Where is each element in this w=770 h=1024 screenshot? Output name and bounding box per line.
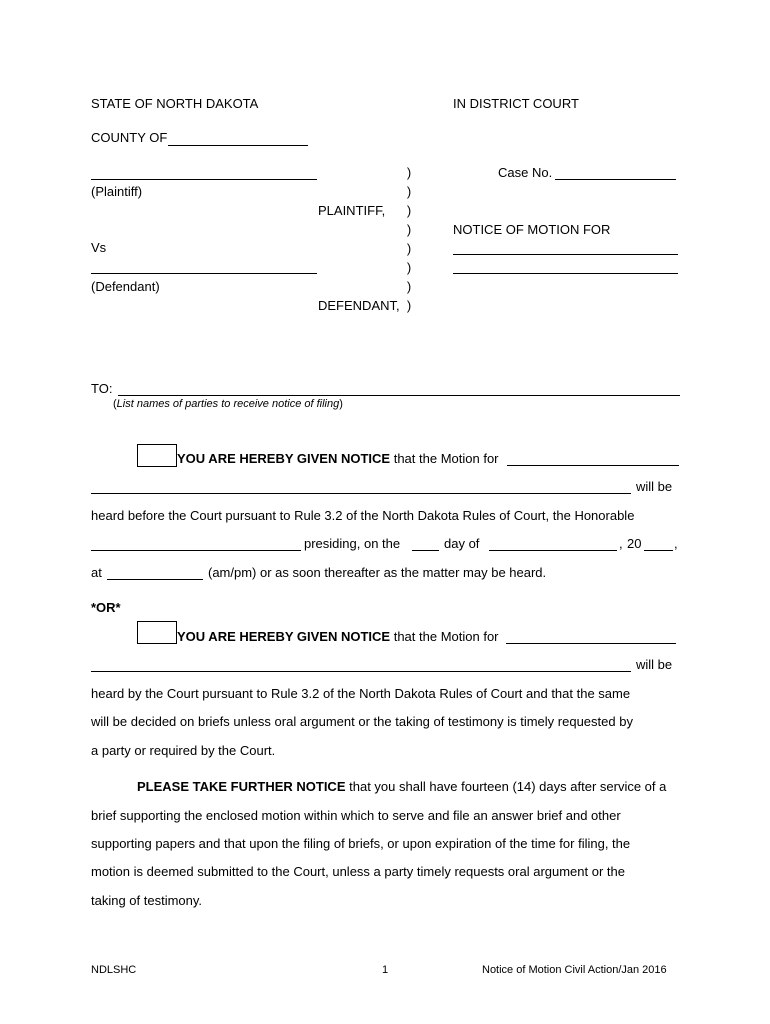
caption-paren: ) (406, 279, 412, 294)
option1-text-line: heard before the Court pursuant to Rule 3.2 of the North Dakota Rules of Court, the Honorable (91, 508, 635, 523)
option2-motion-line-2[interactable] (91, 671, 631, 672)
to-label: TO: (91, 381, 113, 396)
footer-form-id: Notice of Motion Civil Action/Jan 2016 (482, 964, 667, 976)
ampm-text: (am/pm) or as soon thereafter as the matter may be heard. (208, 565, 547, 580)
judge-name-line[interactable] (91, 550, 301, 551)
option1-motion-line-2[interactable] (91, 493, 631, 494)
at-text: at (91, 565, 102, 580)
case-number-line[interactable] (555, 179, 676, 180)
day-of-text: day of (444, 536, 480, 551)
parties-line[interactable] (118, 395, 680, 396)
further-notice-line: brief supporting the enclosed motion within which to serve and file an answer brief and other (91, 808, 621, 823)
option2-will-be: will be (636, 657, 673, 672)
motion-title-line-1[interactable] (453, 254, 678, 255)
option2-lead: YOU ARE HEREBY GIVEN NOTICE that the Motion for (177, 629, 499, 644)
defendant-name-line[interactable] (91, 273, 317, 274)
defendant-label: (Defendant) (91, 279, 160, 294)
caption-paren: ) (406, 203, 412, 218)
defendant-role: DEFENDANT, (318, 298, 400, 313)
option2-motion-line[interactable] (506, 643, 676, 644)
state-heading: STATE OF NORTH DAKOTA (91, 96, 259, 111)
option2-checkbox[interactable] (137, 621, 177, 644)
caption-paren: ) (406, 298, 412, 313)
option1-motion-line[interactable] (507, 465, 679, 466)
option2-text-line: a party or required by the Court. (91, 743, 276, 758)
further-notice-lead: PLEASE TAKE FURTHER NOTICE that you shall have fourteen (14) days after service of a (137, 779, 667, 794)
footer-org: NDLSHC (91, 964, 137, 976)
caption-paren: ) (406, 165, 412, 180)
further-notice-line: motion is deemed submitted to the Court, unless a party timely requests oral argument or the (91, 864, 625, 879)
or-separator: *OR* (91, 600, 121, 615)
further-notice-line: supporting papers and that upon the filing of briefs, or upon expiration of the time for filing, the (91, 836, 631, 851)
motion-title-line-2[interactable] (453, 273, 678, 274)
option1-will-be: will be (636, 479, 673, 494)
versus-label: Vs (91, 240, 107, 255)
plaintiff-role: PLAINTIFF, (318, 203, 386, 218)
plaintiff-label: (Plaintiff) (91, 184, 143, 199)
month-line[interactable] (489, 550, 617, 551)
presiding-text: presiding, on the (304, 536, 401, 551)
caption-paren: ) (406, 222, 412, 237)
page-number: 1 (382, 964, 389, 976)
caption-paren: ) (406, 260, 412, 275)
year-line[interactable] (644, 550, 673, 551)
plaintiff-name-line[interactable] (91, 179, 317, 180)
year-comma: , (674, 536, 678, 551)
caption-paren: ) (406, 184, 412, 199)
further-notice-line: taking of testimony. (91, 893, 203, 908)
parties-hint: (List names of parties to receive notice of filing) (113, 398, 343, 410)
notice-title: NOTICE OF MOTION FOR (453, 222, 611, 237)
date-comma: , (619, 536, 623, 551)
option1-lead: YOU ARE HEREBY GIVEN NOTICE that the Motion for (177, 451, 499, 466)
option2-text-line: will be decided on briefs unless oral argument or the taking of testimony is timely requested by (91, 714, 633, 729)
case-number-label: Case No. (498, 165, 553, 180)
time-line[interactable] (107, 579, 203, 580)
option1-checkbox[interactable] (137, 444, 177, 467)
court-heading: IN DISTRICT COURT (453, 96, 579, 111)
year-prefix: 20 (627, 536, 642, 551)
option2-text-line: heard by the Court pursuant to Rule 3.2 of the North Dakota Rules of Court and that the same (91, 686, 631, 701)
day-line[interactable] (412, 550, 439, 551)
county-label: COUNTY OF (91, 130, 168, 145)
county-blank-line[interactable] (168, 145, 308, 146)
caption-paren: ) (406, 241, 412, 256)
